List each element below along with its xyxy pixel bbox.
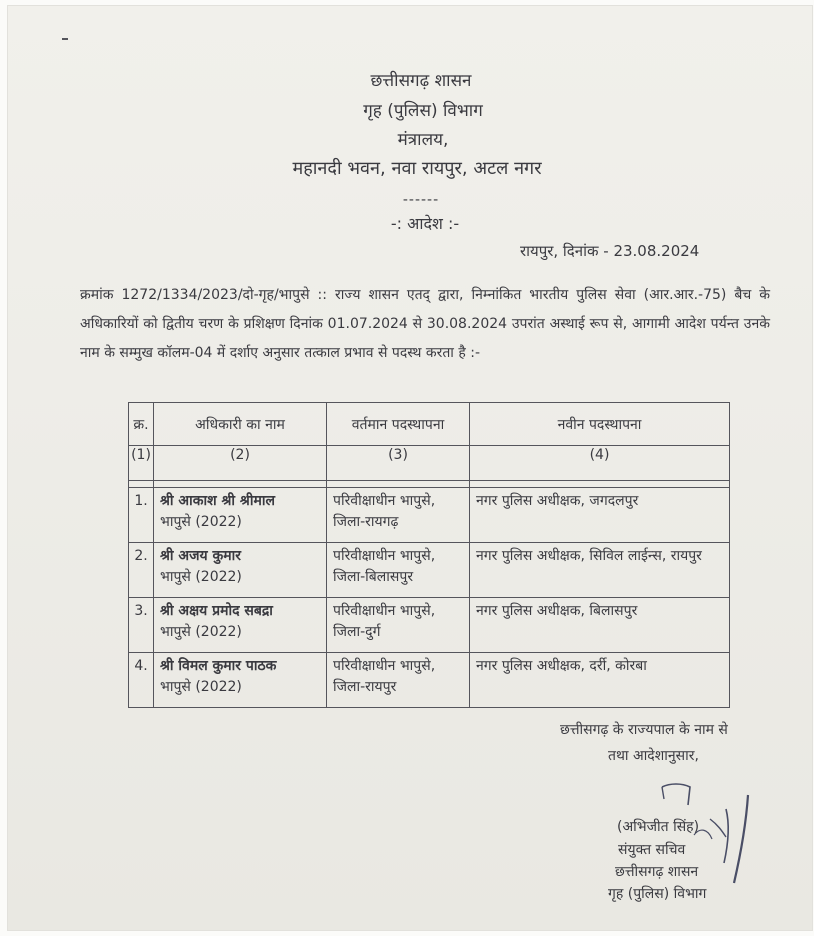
ministry-name: मंत्रालय, — [397, 130, 449, 150]
current-posting: परिवीक्षाधीन भापुसे, — [333, 603, 436, 619]
ink-speck — [62, 38, 68, 40]
officer-service: भापुसे (2022) — [160, 514, 242, 530]
column-number: (2) — [154, 446, 327, 481]
header-new-posting: नवीन पदस्थापना — [470, 403, 730, 446]
header-current-posting: वर्तमान पदस्थापना — [327, 403, 470, 446]
current-district: जिला-दुर्ग — [333, 624, 381, 640]
new-posting: नगर पुलिस अधीक्षक, सिविल लाईन्स, रायपुर — [470, 543, 730, 598]
officer-cell — [154, 488, 327, 543]
officer-service: भापुसे (2022) — [160, 569, 242, 585]
officer-cell — [154, 598, 327, 653]
row-sno: 1. — [129, 488, 154, 543]
table-row — [129, 653, 730, 708]
table-row — [129, 598, 730, 653]
officer-name: श्री आकाश श्री श्रीमाल — [160, 493, 275, 509]
signatory-office: छत्तीसगढ़ शासन — [615, 864, 699, 880]
table-row — [129, 543, 730, 598]
row-sno: 3. — [129, 598, 154, 653]
current-posting-cell — [327, 598, 470, 653]
current-district: जिला-बिलासपुर — [333, 569, 414, 585]
authority-order-line: तथा आदेशानुसार, — [608, 748, 699, 764]
column-number: (1) — [129, 446, 154, 481]
order-paragraph: क्रमांक 1272/1334/2023/दो-गृह/भापुसे :: राज्य शासन एतद् द्वारा, निम्नांकित भारतीय पुलिस सेवा (आर.आर.-75) बैच के अधिकारियों को द्वितीय चरण के प्रशिक्षण दिनांक 01.07.2024 से 30.08.2024 उपरांत अस्थाई रूप से, आगामी आदेश पर्यन्त उनके नाम के सम्मुख कॉलम-04 में दर्शाए अनुसार तत्काल प्रभाव से पदस्थ करता है :- — [80, 287, 770, 361]
department-name: गृह (पुलिस) विभाग — [363, 101, 483, 121]
table-header-row — [129, 403, 730, 446]
signatory-designation: संयुक्त सचिव — [618, 842, 686, 858]
order-date: रायपुर, दिनांक - 23.08.2024 — [520, 242, 700, 260]
new-posting: नगर पुलिस अधीक्षक, दर्री, कोरबा — [470, 653, 730, 708]
column-number: (4) — [470, 446, 730, 481]
column-number-row — [129, 446, 730, 481]
signatory-name: (अभिजीत सिंह) — [617, 819, 700, 835]
current-posting: परिवीक्षाधीन भापुसे, — [333, 493, 436, 509]
officer-cell — [154, 543, 327, 598]
office-address: महानदी भवन, नवा रायपुर, अटल नगर — [292, 158, 542, 179]
officer-service: भापुसे (2022) — [160, 679, 242, 695]
new-posting: नगर पुलिस अधीक्षक, जगदलपुर — [470, 488, 730, 543]
current-posting-cell — [327, 653, 470, 708]
column-number: (3) — [327, 446, 470, 481]
current-posting: परिवीक्षाधीन भापुसे, — [333, 658, 436, 674]
current-posting-cell — [327, 543, 470, 598]
row-sno: 2. — [129, 543, 154, 598]
header-divider: ------ — [402, 192, 440, 208]
authority-line: छत्तीसगढ़ के राज्यपाल के नाम से — [560, 722, 728, 738]
row-sno: 4. — [129, 653, 154, 708]
order-title: -: आदेश :- — [390, 214, 460, 233]
officer-cell — [154, 653, 327, 708]
spacer-row — [129, 481, 730, 488]
current-district: जिला-रायगढ़ — [333, 514, 399, 530]
new-posting: नगर पुलिस अधीक्षक, बिलासपुर — [470, 598, 730, 653]
table-row — [129, 488, 730, 543]
officer-service: भापुसे (2022) — [160, 624, 242, 640]
header-officer-name: अधिकारी का नाम — [154, 403, 327, 446]
govt-name: छत्तीसगढ़ शासन — [370, 71, 472, 91]
current-district: जिला-रायपुर — [333, 679, 397, 695]
signatory-department: गृह (पुलिस) विभाग — [608, 886, 707, 902]
officer-name: श्री अजय कुमार — [160, 548, 241, 564]
officer-name: श्री अक्षय प्रमोद सबद्रा — [160, 603, 273, 619]
current-posting-cell — [327, 488, 470, 543]
posting-table — [128, 402, 730, 708]
header-sno: क्र. — [129, 403, 154, 446]
officer-name: श्री विमल कुमार पाठक — [160, 658, 277, 674]
current-posting: परिवीक्षाधीन भापुसे, — [333, 548, 436, 564]
